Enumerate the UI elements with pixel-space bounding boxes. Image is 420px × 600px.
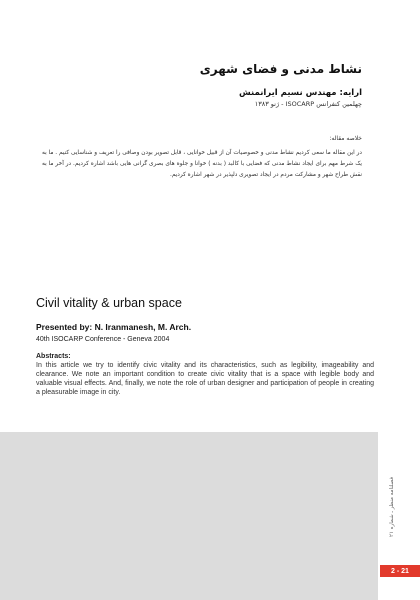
english-title: Civil vitality & urban space (36, 296, 182, 310)
english-abstract (36, 353, 374, 397)
bottom-gray-band (0, 432, 420, 600)
persian-conference: چهلمین کنفرانس ISOCARP - ژنو ۱۳۸۳ (254, 100, 362, 108)
persian-abstract (42, 135, 362, 181)
persian-header (32, 62, 362, 108)
persian-abstract-text: در این مقاله ما سعی کردیم نشاط مدنی و خصوصیات آن از قبیل خوانایی ، قابل تصویر بودن وصافی را تعریف و شناسایی کنیم . ما به یک شرط مهم برای ایجاد نشاط مدنی که فضایی با کالبد ( بدنه ) خوانا و جلوه های بصری گرانی هایی باشد اشاره کردیم. در آخر ما به نقش طراح شهر و مشارکت مردم در ایجاد تصویری دلپذیر در شهر اشاره کردیم. (42, 150, 362, 178)
english-conference: 40th ISOCARP Conference - Geneva 2004 (36, 336, 170, 343)
persian-presenter: ارایه: مهندس نسیم ایرانمنش (239, 88, 362, 98)
persian-abstract-label: خلاصه مقاله: (329, 135, 362, 142)
english-presenter: Presented by: N. Iranmanesh, M. Arch. (36, 322, 192, 332)
page-number-tab: 2 - 21 (380, 565, 420, 577)
persian-title: نشاط مدنی و فضای شهری (199, 62, 362, 76)
journal-vertical-label: فصلنامه منظر ـ شماره ۲۱ (389, 476, 395, 538)
english-abstract-text: In this article we try to identify civic vitality and its characteristics, such as legibility, imageability and clearance. We note an important condition to create civic vitality that is a space with legible body and valuable visual effects. And, finally, we note the role of urban designer and participation of people in creating a pleasurable image in city. (36, 362, 374, 396)
english-abstract-label: Abstracts: (36, 353, 71, 360)
english-header (36, 296, 376, 343)
right-margin-strip (378, 0, 420, 600)
